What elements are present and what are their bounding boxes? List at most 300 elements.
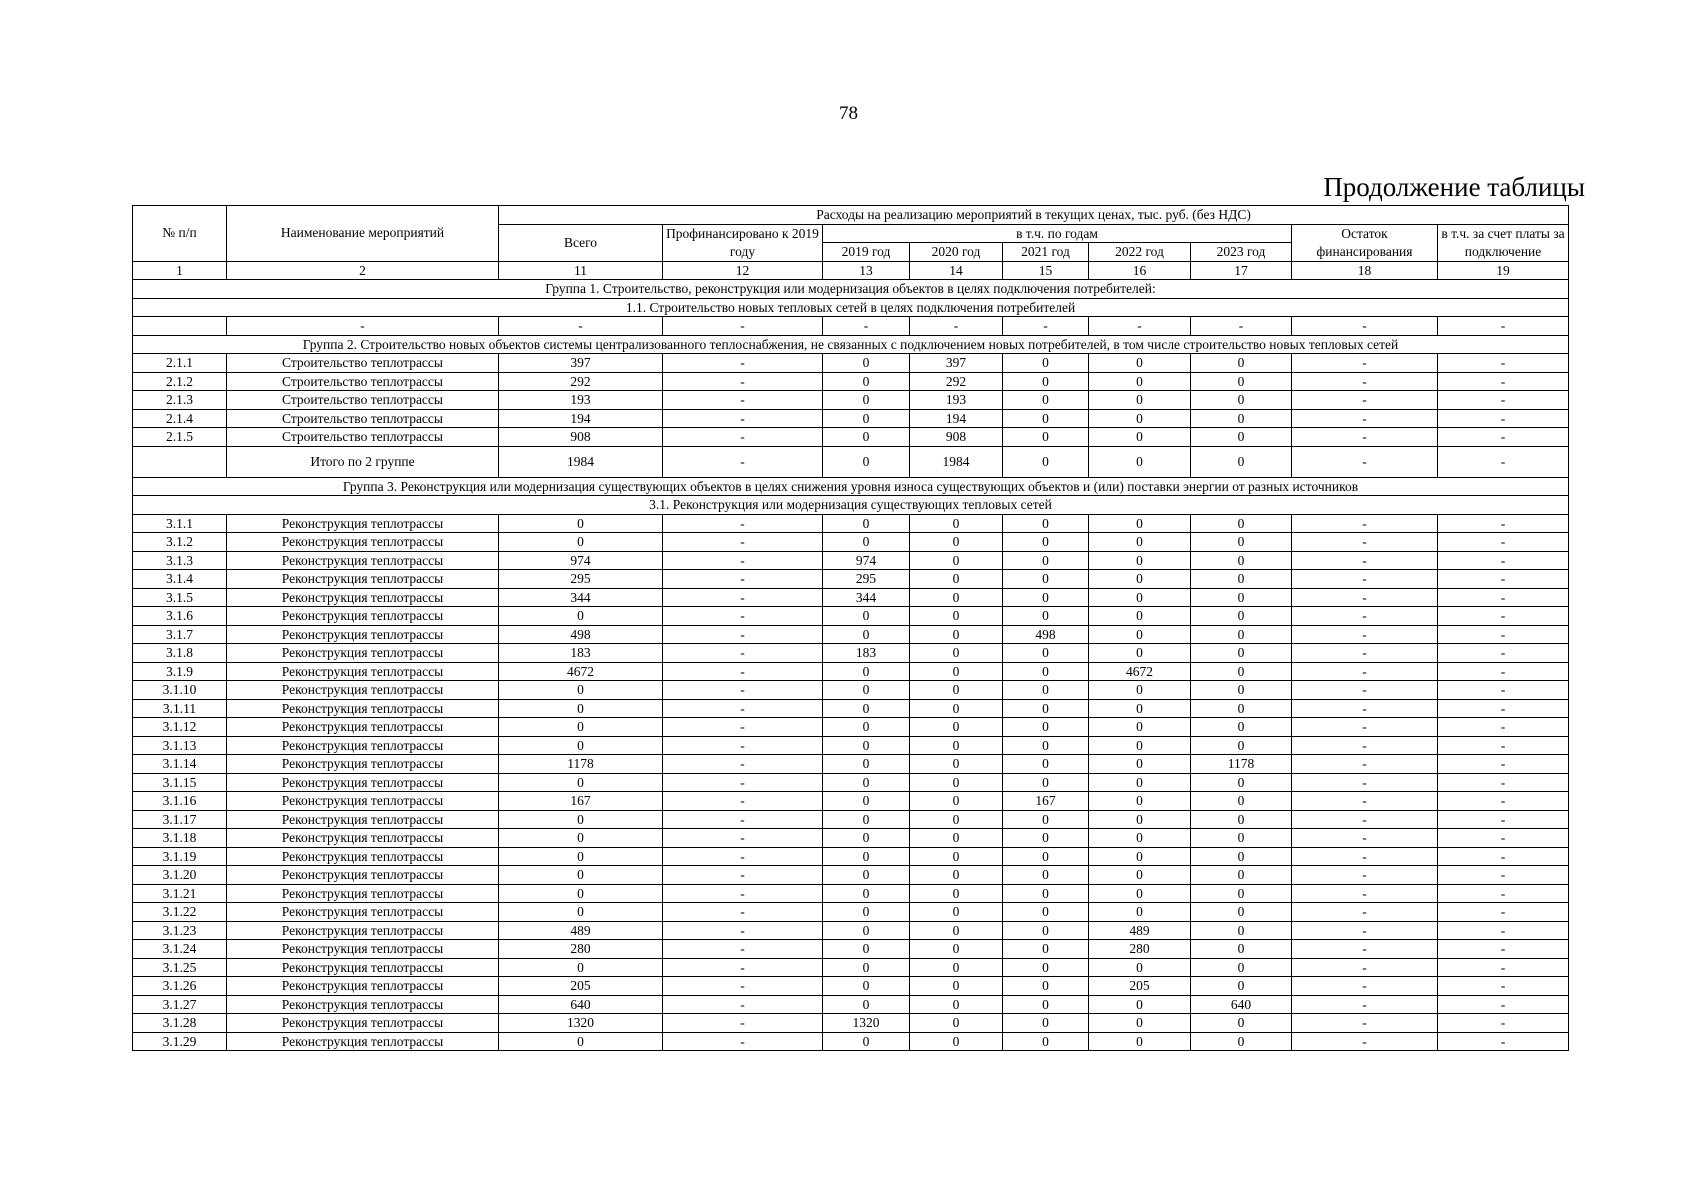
table-cell: 0 — [1003, 409, 1089, 428]
table-cell: 0 — [823, 773, 910, 792]
table-cell: 3.1.6 — [133, 607, 227, 626]
table-cell: 0 — [1003, 884, 1089, 903]
table-cell: 0 — [1089, 718, 1191, 737]
table-row — [133, 662, 1569, 681]
table-cell: - — [663, 662, 823, 681]
table-cell: 0 — [499, 773, 663, 792]
table-cell: 0 — [1089, 810, 1191, 829]
table-cell: 0 — [1191, 977, 1292, 996]
table-cell: - — [1438, 317, 1569, 336]
group3-title-row — [133, 477, 1569, 496]
table-cell: 0 — [1089, 884, 1191, 903]
table-cell: 498 — [1003, 625, 1089, 644]
group2-title: Группа 2. Строительство новых объектов системы централизованного теплоснабжения, не связанных с подключением новых потребителей, в том числе строительство новых тепловых сетей — [133, 335, 1569, 354]
table-cell: 0 — [1003, 866, 1089, 885]
table-cell: - — [1292, 354, 1438, 373]
header-num: № п/п — [133, 206, 227, 262]
table-cell: 292 — [910, 372, 1003, 391]
table-cell: - — [663, 317, 823, 336]
table-row — [133, 736, 1569, 755]
table-cell: 3.1.1 — [133, 514, 227, 533]
table-cell: 0 — [1089, 588, 1191, 607]
table-cell: 3.1.15 — [133, 773, 227, 792]
table-cell: Реконструкция теплотрассы — [227, 1032, 499, 1051]
table-cell: 0 — [499, 718, 663, 737]
table-cell: 0 — [1191, 773, 1292, 792]
table-cell: - — [1438, 607, 1569, 626]
header-total: Всего — [499, 224, 663, 261]
table-cell: Реконструкция теплотрассы — [227, 570, 499, 589]
table-cell: 0 — [910, 940, 1003, 959]
table-cell: Реконструкция теплотрассы — [227, 866, 499, 885]
header-2023: 2023 год — [1191, 243, 1292, 262]
table-cell: 0 — [1089, 792, 1191, 811]
table-cell: Реконструкция теплотрассы — [227, 847, 499, 866]
table-cell: 0 — [1089, 428, 1191, 447]
table-cell: 397 — [499, 354, 663, 373]
table-cell: 3.1.5 — [133, 588, 227, 607]
table-cell: - — [1438, 773, 1569, 792]
table-cell: Строительство теплотрассы — [227, 409, 499, 428]
table-cell: 12 — [663, 261, 823, 280]
table-cell: 0 — [1003, 773, 1089, 792]
table-cell: 0 — [823, 409, 910, 428]
table-cell: - — [663, 533, 823, 552]
table-cell: 193 — [499, 391, 663, 410]
table-row — [133, 718, 1569, 737]
table-cell: 0 — [1191, 1032, 1292, 1051]
header-by-years: в т.ч. по годам — [823, 224, 1292, 243]
table-cell: - — [663, 699, 823, 718]
table-cell: 0 — [1003, 847, 1089, 866]
table-cell: 0 — [910, 810, 1003, 829]
table-cell: 0 — [1191, 884, 1292, 903]
table-cell: 0 — [1003, 681, 1089, 700]
table-cell: - — [1292, 391, 1438, 410]
table-cell: Реконструкция теплотрассы — [227, 773, 499, 792]
table-cell: 1320 — [499, 1014, 663, 1033]
table-cell: 0 — [910, 1032, 1003, 1051]
table-cell: 1 — [133, 261, 227, 280]
table-cell: - — [663, 921, 823, 940]
table-cell: 640 — [499, 995, 663, 1014]
table-cell: 0 — [499, 884, 663, 903]
table-cell: Реконструкция теплотрассы — [227, 810, 499, 829]
table-cell: 0 — [823, 977, 910, 996]
table-cell: 0 — [1089, 773, 1191, 792]
table-cell: 0 — [1191, 514, 1292, 533]
table-cell: 0 — [1003, 514, 1089, 533]
table-cell: 0 — [1191, 372, 1292, 391]
table-cell: - — [1292, 428, 1438, 447]
table-row — [133, 699, 1569, 718]
table-cell: 0 — [823, 884, 910, 903]
table-cell: Реконструкция теплотрассы — [227, 644, 499, 663]
table-cell: 489 — [1089, 921, 1191, 940]
table-cell: - — [1438, 1014, 1569, 1033]
table-cell: 0 — [823, 995, 910, 1014]
table-cell: Реконструкция теплотрассы — [227, 625, 499, 644]
table-cell: 0 — [1003, 829, 1089, 848]
header-name: Наименование мероприятий — [227, 206, 499, 262]
table-cell: - — [663, 810, 823, 829]
table-cell: 0 — [823, 446, 910, 477]
table-cell: - — [910, 317, 1003, 336]
table-cell: 908 — [499, 428, 663, 447]
table-cell: - — [1292, 792, 1438, 811]
table-cell: 0 — [1191, 533, 1292, 552]
table-cell: 3.1.28 — [133, 1014, 227, 1033]
table-cell: - — [1292, 995, 1438, 1014]
table-cell: - — [1292, 866, 1438, 885]
table-cell: 0 — [1003, 1032, 1089, 1051]
table-cell: 0 — [1191, 958, 1292, 977]
table-cell: Реконструкция теплотрассы — [227, 681, 499, 700]
table-cell: 3.1.11 — [133, 699, 227, 718]
table-cell: - — [663, 958, 823, 977]
table-cell: Реконструкция теплотрассы — [227, 662, 499, 681]
table-cell: 4672 — [1089, 662, 1191, 681]
table-cell: 0 — [823, 847, 910, 866]
table-cell: - — [1438, 570, 1569, 589]
table-cell: - — [1292, 810, 1438, 829]
table-cell: 0 — [1089, 570, 1191, 589]
table-cell: Реконструкция теплотрассы — [227, 514, 499, 533]
table-cell: 1320 — [823, 1014, 910, 1033]
table-cell: 0 — [823, 681, 910, 700]
table-cell: 0 — [823, 829, 910, 848]
table-cell: 0 — [499, 699, 663, 718]
table-cell: 17 — [1191, 261, 1292, 280]
table-cell: 0 — [823, 755, 910, 774]
table-row — [133, 1014, 1569, 1033]
table-row — [133, 681, 1569, 700]
table-cell: 3.1.24 — [133, 940, 227, 959]
table-cell: - — [1438, 662, 1569, 681]
table-cell: 0 — [1089, 625, 1191, 644]
table-cell: - — [1292, 736, 1438, 755]
table-cell: 3.1.18 — [133, 829, 227, 848]
table-cell: 0 — [823, 533, 910, 552]
table-cell: 0 — [1003, 607, 1089, 626]
table-cell: - — [1438, 977, 1569, 996]
table-cell: 0 — [910, 903, 1003, 922]
table-cell: - — [1292, 1032, 1438, 1051]
table-cell: Реконструкция теплотрассы — [227, 884, 499, 903]
table-cell: 344 — [499, 588, 663, 607]
table-cell: 0 — [1003, 644, 1089, 663]
table-cell: - — [1292, 625, 1438, 644]
table-cell: - — [1438, 755, 1569, 774]
table-cell: 0 — [1003, 1014, 1089, 1033]
table-cell: 3.1.14 — [133, 755, 227, 774]
table-row — [133, 514, 1569, 533]
table-cell: 0 — [1191, 829, 1292, 848]
table-cell: 0 — [823, 662, 910, 681]
table-row — [133, 607, 1569, 626]
table-cell: 0 — [1191, 921, 1292, 940]
table-cell: 18 — [1292, 261, 1438, 280]
table-cell: 0 — [910, 829, 1003, 848]
table-cell: - — [1292, 921, 1438, 940]
table-cell: 0 — [823, 866, 910, 885]
table-cell: - — [1438, 829, 1569, 848]
table-cell: 295 — [499, 570, 663, 589]
header-remaining: Остаток финансирования — [1292, 224, 1438, 261]
table-cell: 0 — [1003, 372, 1089, 391]
table-cell: 0 — [910, 995, 1003, 1014]
table-cell: 0 — [1191, 607, 1292, 626]
table-cell: - — [663, 570, 823, 589]
table-cell: 0 — [910, 514, 1003, 533]
table-cell: - — [663, 409, 823, 428]
table-cell: 0 — [910, 625, 1003, 644]
table-cell: 0 — [910, 773, 1003, 792]
table-cell: - — [1438, 372, 1569, 391]
table-cell: 3.1.12 — [133, 718, 227, 737]
table-cell: Реконструкция теплотрассы — [227, 958, 499, 977]
table-cell: - — [663, 428, 823, 447]
table-cell: 0 — [910, 884, 1003, 903]
table-cell: 0 — [1191, 391, 1292, 410]
table-cell: 280 — [1089, 940, 1191, 959]
table-row — [133, 884, 1569, 903]
table-cell: 0 — [499, 607, 663, 626]
table-cell: - — [663, 718, 823, 737]
table-row — [133, 354, 1569, 373]
table-cell: - — [1292, 533, 1438, 552]
table-cell: 0 — [1191, 718, 1292, 737]
table-row — [133, 755, 1569, 774]
table-cell: - — [1438, 940, 1569, 959]
table-cell: 3.1.7 — [133, 625, 227, 644]
table-cell: - — [1438, 847, 1569, 866]
table-cell: 2.1.5 — [133, 428, 227, 447]
table-cell: - — [1089, 317, 1191, 336]
table-cell: 0 — [910, 644, 1003, 663]
table-row — [133, 391, 1569, 410]
table-cell — [133, 446, 227, 477]
table-cell: 0 — [499, 681, 663, 700]
table-row — [133, 921, 1569, 940]
table-cell: 0 — [910, 1014, 1003, 1033]
table-cell: - — [499, 317, 663, 336]
table-cell: 0 — [1003, 903, 1089, 922]
table-cell: 2 — [227, 261, 499, 280]
table-row — [133, 317, 1569, 336]
table-cell: - — [1438, 644, 1569, 663]
table-cell: 0 — [910, 847, 1003, 866]
table-cell: - — [663, 588, 823, 607]
table-cell: - — [1438, 446, 1569, 477]
table-cell: 0 — [1089, 903, 1191, 922]
table-cell: 0 — [823, 514, 910, 533]
table-cell: 15 — [1003, 261, 1089, 280]
table-cell: 194 — [910, 409, 1003, 428]
table-cell: - — [1292, 773, 1438, 792]
table-cell: - — [1438, 810, 1569, 829]
table-cell: 0 — [910, 866, 1003, 885]
table-row — [133, 533, 1569, 552]
table-row — [133, 428, 1569, 447]
table-cell: 0 — [1191, 354, 1292, 373]
table-cell: Реконструкция теплотрассы — [227, 755, 499, 774]
table-row — [133, 409, 1569, 428]
header-2019: 2019 год — [823, 243, 910, 262]
table-cell: 0 — [823, 921, 910, 940]
table-cell: 0 — [1089, 372, 1191, 391]
table-cell: - — [1292, 570, 1438, 589]
table-header — [133, 206, 1569, 262]
table-cell: - — [1292, 884, 1438, 903]
table-row — [133, 940, 1569, 959]
table-cell: 0 — [1089, 866, 1191, 885]
table-cell: 0 — [1191, 736, 1292, 755]
table-cell: 0 — [499, 866, 663, 885]
table-cell: 2.1.2 — [133, 372, 227, 391]
table-cell: 3.1.3 — [133, 551, 227, 570]
table-cell: 3.1.4 — [133, 570, 227, 589]
table-cell: - — [1438, 409, 1569, 428]
table-cell: 0 — [1191, 551, 1292, 570]
table-cell: - — [663, 884, 823, 903]
table-cell: - — [1292, 446, 1438, 477]
table-row — [133, 958, 1569, 977]
table-cell: Строительство теплотрассы — [227, 391, 499, 410]
table-row — [133, 625, 1569, 644]
header-connection-fee: в т.ч. за счет платы за подключение — [1438, 224, 1569, 261]
table-cell: 4672 — [499, 662, 663, 681]
table-cell: 3.1.8 — [133, 644, 227, 663]
table-cell: Реконструкция теплотрассы — [227, 903, 499, 922]
table-cell: 0 — [1191, 866, 1292, 885]
table-cell: 3.1.13 — [133, 736, 227, 755]
table-cell: - — [663, 977, 823, 996]
table-cell: - — [1438, 736, 1569, 755]
table-cell — [133, 317, 227, 336]
table-cell: - — [1191, 317, 1292, 336]
table-cell: - — [1292, 1014, 1438, 1033]
table-cell: 19 — [1438, 261, 1569, 280]
table-row — [133, 847, 1569, 866]
continuation-title: Продолжение таблицы — [1323, 172, 1585, 202]
table-cell: - — [1438, 884, 1569, 903]
table-cell: 0 — [1003, 354, 1089, 373]
table-cell: 0 — [1003, 662, 1089, 681]
table-cell: 0 — [1003, 570, 1089, 589]
table-cell: 0 — [1003, 718, 1089, 737]
table-cell: - — [663, 1032, 823, 1051]
table-cell: 1984 — [499, 446, 663, 477]
table-cell: 640 — [1191, 995, 1292, 1014]
table-cell: 280 — [499, 940, 663, 959]
table-cell: Реконструкция теплотрассы — [227, 718, 499, 737]
table-cell: 0 — [823, 625, 910, 644]
table-cell: 974 — [823, 551, 910, 570]
group2-title-row — [133, 335, 1569, 354]
table-cell: - — [1438, 625, 1569, 644]
table-cell: - — [663, 372, 823, 391]
table-cell: 292 — [499, 372, 663, 391]
table-cell: 0 — [1191, 588, 1292, 607]
table-cell: 0 — [910, 681, 1003, 700]
table-cell: 3.1.25 — [133, 958, 227, 977]
table-cell: 0 — [1191, 625, 1292, 644]
column-numbers-row — [133, 261, 1569, 280]
table-cell: 0 — [1191, 570, 1292, 589]
table-cell: - — [663, 940, 823, 959]
table-cell: - — [663, 681, 823, 700]
table-cell: - — [1292, 903, 1438, 922]
table-cell: 0 — [499, 1032, 663, 1051]
table-cell: 0 — [910, 588, 1003, 607]
group3-subtitle: 3.1. Реконструкция или модернизация существующих тепловых сетей — [133, 496, 1569, 515]
table-cell: 0 — [823, 718, 910, 737]
table-cell: 0 — [1003, 533, 1089, 552]
table-cell: 0 — [1089, 644, 1191, 663]
table-cell: - — [663, 755, 823, 774]
table-cell: - — [663, 446, 823, 477]
table-cell: 0 — [823, 372, 910, 391]
table-cell: 3.1.17 — [133, 810, 227, 829]
table-cell: 0 — [1191, 428, 1292, 447]
table-cell: - — [1438, 391, 1569, 410]
table-cell: 0 — [1089, 681, 1191, 700]
table-cell: 0 — [1191, 681, 1292, 700]
table-cell: - — [1438, 551, 1569, 570]
table-cell: - — [1292, 372, 1438, 391]
group1-title: Группа 1. Строительство, реконструкция или модернизация объектов в целях подключения потребителей: — [133, 280, 1569, 299]
table-cell: 0 — [1089, 829, 1191, 848]
table-cell: Реконструкция теплотрассы — [227, 829, 499, 848]
table-cell: 3.1.16 — [133, 792, 227, 811]
table-cell: 167 — [1003, 792, 1089, 811]
table-cell: Реконструкция теплотрассы — [227, 792, 499, 811]
table-cell: - — [1292, 317, 1438, 336]
table-cell: 0 — [1089, 446, 1191, 477]
table-cell: 3.1.26 — [133, 977, 227, 996]
table-cell: 0 — [823, 1032, 910, 1051]
table-cell: 0 — [1191, 699, 1292, 718]
page-number: 78 — [839, 103, 858, 124]
table-cell: - — [663, 773, 823, 792]
table-cell: 489 — [499, 921, 663, 940]
table-cell: 0 — [1089, 514, 1191, 533]
table-cell: 3.1.21 — [133, 884, 227, 903]
table-cell: Реконструкция теплотрассы — [227, 736, 499, 755]
table-cell: 13 — [823, 261, 910, 280]
table-cell: 0 — [1191, 1014, 1292, 1033]
table-cell: Строительство теплотрассы — [227, 354, 499, 373]
table-cell: 0 — [1191, 903, 1292, 922]
table-cell: 0 — [1089, 354, 1191, 373]
table-cell: - — [1292, 551, 1438, 570]
table-cell: 0 — [910, 718, 1003, 737]
table-cell: - — [1292, 644, 1438, 663]
header-2021: 2021 год — [1003, 243, 1089, 262]
table-cell: - — [1438, 681, 1569, 700]
table-cell: 0 — [1191, 810, 1292, 829]
table-cell: - — [1292, 847, 1438, 866]
expenses-table — [132, 205, 1569, 1051]
table-row — [133, 1032, 1569, 1051]
table-cell: - — [663, 829, 823, 848]
table-cell: 0 — [1191, 446, 1292, 477]
table-row — [133, 570, 1569, 589]
table-cell: - — [1292, 588, 1438, 607]
table-cell: 0 — [910, 792, 1003, 811]
table-cell: 0 — [499, 514, 663, 533]
